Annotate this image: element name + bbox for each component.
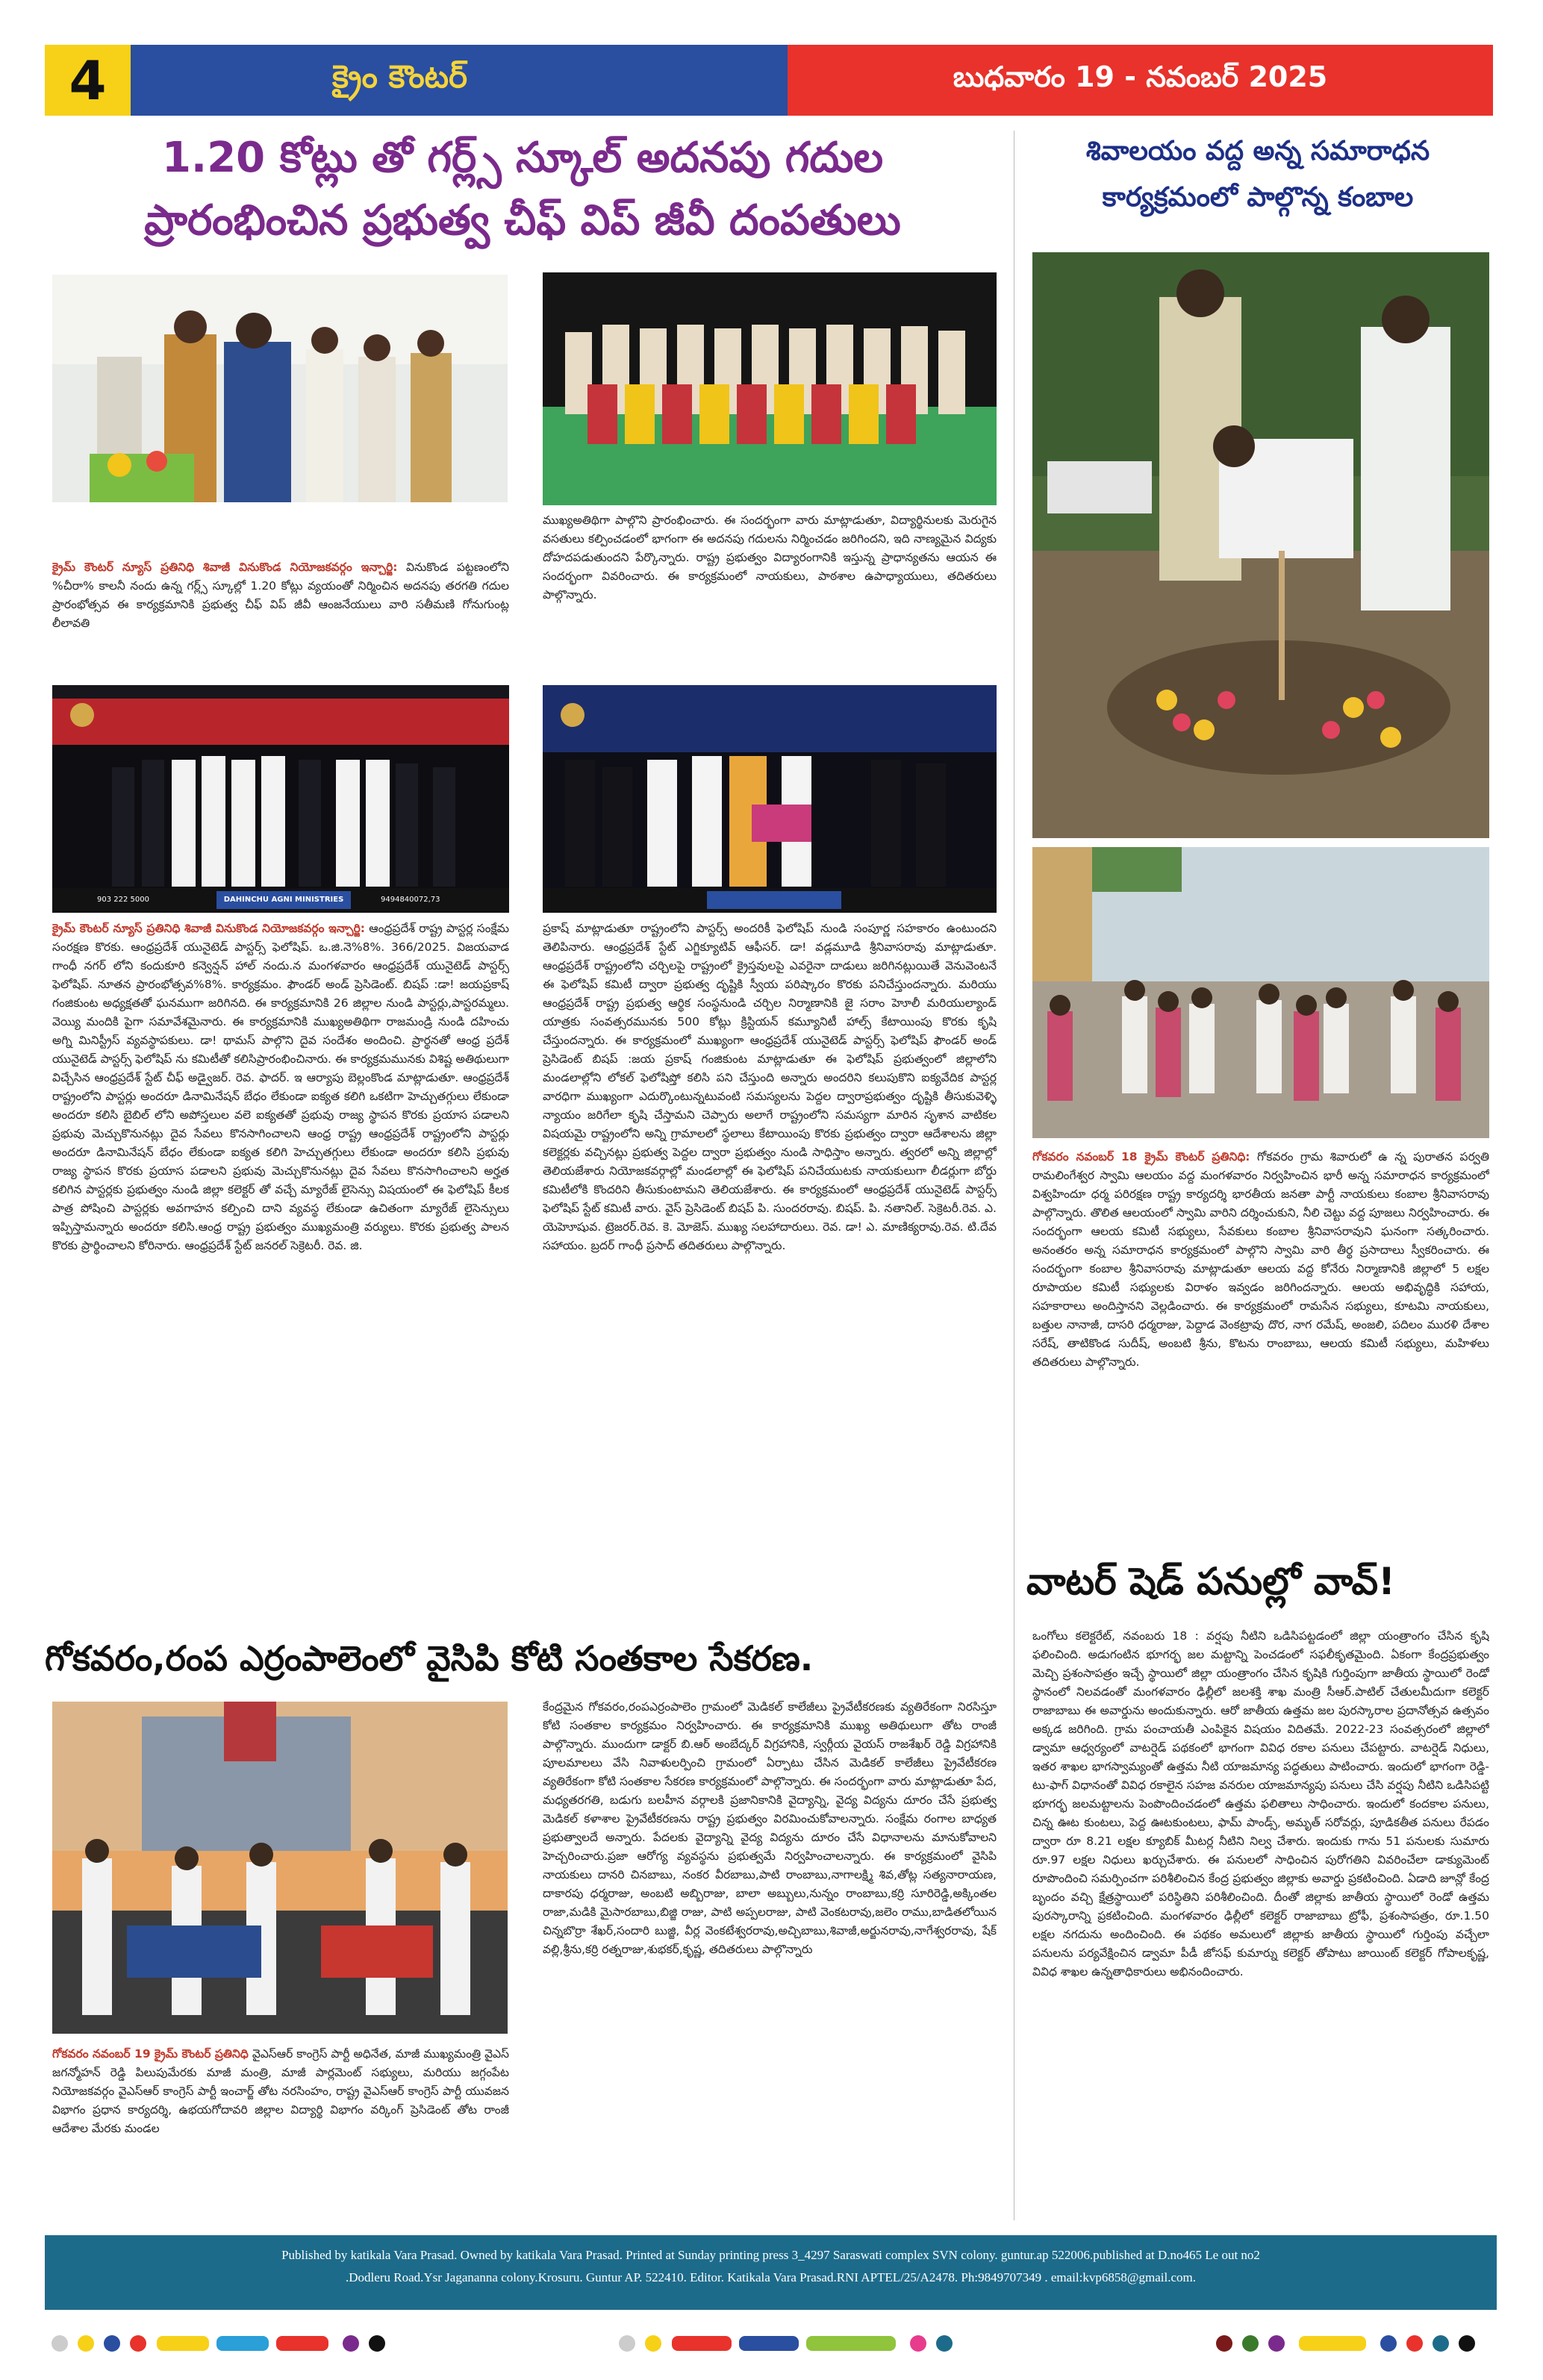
temple-story bbox=[1032, 1148, 1489, 1551]
temple-headline-line2: కార్యక్రమంలో పాల్గొన్న కంబాల bbox=[1102, 182, 1414, 213]
signature-campaign-photo bbox=[52, 1702, 508, 2034]
pastors-stage-photo bbox=[52, 685, 509, 913]
main-story-col1-text: వినుకొండ పట్టణంలోని %చీరా% కాలనీ నందు ఉన్న గర్ల్స్ స్కూల్లో 1.20 కోట్లు వ్యయంతో నిర్మించిన అదనపు తరగతి గదుల ప్రారంభోత్సవ ఈ కార్యక్రమానికి ప్రభుత్వ చీఫ్ విప్ జీవీ ఆంజనేయులు వారి సతీమణి గోనుగుంట్ల లీలావతి bbox=[52, 560, 509, 630]
print-registration-marks bbox=[45, 2334, 1497, 2352]
signature-story-col1 bbox=[52, 2045, 509, 2217]
issue-date: బుధవారం 19 - నవంబర్ 2025 bbox=[788, 45, 1493, 116]
temple-crowd-photo bbox=[1032, 847, 1489, 1138]
temple-story-lede: గోకవరం నవంబర్ 18 క్రైమ్ కౌంటర్ ప్రతినిధి: bbox=[1032, 1150, 1250, 1164]
temple-pooja-photo bbox=[1032, 252, 1489, 838]
main-headline-line1: 1.20 కోట్లు తో గర్ల్స్ స్కూల్ అదనపు గదుల bbox=[161, 134, 884, 182]
pastors-story-lede: క్రైమ్ కౌంటర్ న్యూస్ ప్రతినిధి శివాజీ వినుకొండ నియోజకవర్గం ఇన్చార్జి: bbox=[52, 922, 365, 935]
pastors-photo-phone-left: 903 222 5000 bbox=[97, 896, 149, 904]
pastors-photo-banner: DAHINCHU AGNI MINISTRIES bbox=[223, 896, 344, 904]
temple-headline bbox=[1023, 128, 1493, 221]
signature-story-col2: కేంద్రమైన గోకవరం,రంపఎర్రంపాలెం గ్రామంలో మెడికల్ కాలేజీలు ప్రైవేటీకరణకు వ్యతిరేకంగా నిరసిస్తూ కోటి సంతకాల కార్యక్రమం నిర్వహించారు. ఈ కార్యక్రమానికి ముఖ్య అతిథులుగా తోట రాంజీ పాల్గొన్నారు. ముందుగా డాక్టర్ బి.ఆర్ అంబేద్కర్ విగ్రహానికి, స్వర్గీయ వైయస్ రాజశేఖర్ రెడ్డి విగ్రహానికి పూలమాలలు వేసి నివాళులర్పించి గ్రామంలో ఏర్పాటు చేసిన మెడికల్ కాలేజీలు ప్రైవేటీకరణ వ్యతిరేకంగా కోటి సంతకాల సేకరణ కార్యక్రమంలో పాల్గొన్నారు. ఈ సందర్భంగా వారు మాట్లాడుతూ పేద, మధ్యతరగతి, బడుగు బలహీన వర్గాలకి ప్రజానికానికి వైద్యాన్ని, వైద్య విద్యను దూరం చేసే ప్రభుత్వ మెడికల్ కళాశాల ప్రైవేటీకరణను రాష్ట్ర ప్రభుత్వం విరమించుకోవాలన్నారు. సంక్షేమ రంగాల బాధ్యత ప్రభుత్వాలదే అన్నారు. పేదలకు వైద్యాన్ని వైద్య విద్యను దూరం చేసే విధానాలను మానుకోవాలని హెచ్చరించారు.ప్రజా ఆరోగ్య వ్యవస్థను ప్రభుత్వమే నిర్వహించాలన్నారు. ఈ కార్యక్రమంలో వైసిపి నాయకులు దానరి చినబాబు, నంకర వీరబాబు,పాటి రాంబాబు,నాగాలక్ష్మి శివ,తోట్ల సత్యనారాయణ, దాకారపు ధర్మరాజు, అంబటి అబ్బిరాజు, బాలా అబ్బులు,నున్నం రాంబాబు,కర్రి సూరిరెడ్డి,అక్కింతల రాజా,మడికి మైసారబాబు,బిజ్జి రాజు, పాటి అప్పలరాజు, పాటి వెంకటరావు,జలెం రాము,బాడితలోయిన చిన్నబొర్రా శేఖర్,సందారి బుజ్జి, వీర్ల వెంకటేశ్వరరావు,అచ్చిబాబు,శివాజీ,అర్జునరావు,నాగేశ్వరరావు, షేక్ వల్లి,శ్రీను,కర్రి రత్నరాజు,శుభకర్,కృష్ణ, తదితరులు పాల్గొన్నారు bbox=[543, 1700, 997, 1956]
pastors-story-col1-text: ఆంధ్రప్రదేశ్ రాష్ట్ర పాస్టర్ల సంక్షేమ సంరక్షణ కొరకు. ఆంధ్రప్రదేశ్ యునైటెడ్ పాస్టర్స్ ఫెలోషిప్. ఒ.జి.నె%8%. 366/2025. విజయవాడ గాంధీ నగర్ లోని కందుకూరి కన్వెన్షన్ హాల్ నందు.న మంగళవారం ఆంధ్రప్రదేశ్ యునైటెడ్ పాస్టర్స్ ఫెలోషిప్. నూతన ప్రారంభోత్సవ%8%. కార్యక్రమం. ఫౌండర్ అండ్ ప్రెసిడెంట్. బిషప్ :డా! జయప్రకాష్ గంజికుంట అధ్యక్షతతో ఘనముగా జరిగినది. ఈ కార్యక్రమానికి 26 జిల్లాల నుండి పాస్టర్లు,పాస్టరమ్మలు. వెయ్యి మందికి పైగా సమావేశమైనారు. ఈ కార్యక్రమానికి ముఖ్యఅతిథిగా రాజమండ్రి నుండి దహించు అగ్ని మినిస్ట్రీస్ వ్యవస్థాపకులు. డా! థామస్ పాల్గొని దైవ సందేశం అందించి. ప్రార్థనతో ఆంధ్ర ప్రదేశ్ యునైటెడ్ పాస్టర్స్ ఫెలోషిప్ ను కమిటీతో కలిసిప్రారంభించినారు. ఈ కార్యక్రమమునకు విశిష్ట అతిథులుగా విచ్చేసిన ఆంధ్రప్రదేశ్ స్టేట్ చీఫ్ అడ్వైజర్. రెవ. ఫాదర్. ఇ ఆర్యాపు బెల్లంకొండ మాట్లాడుతూ. ఆంధ్రప్రదేశ్ రాష్ట్రంలోని పాస్టర్లు అందరూ డినామినేషన్ బేధం లేకుండా ఐక్యత కలిగి ఒకటిగా హెచ్చుతగ్గులు లేకుండా అందరూ కలిసి బైబిల్ లోని అపోస్తలుల వలె ఐక్యతతో ప్రభువు రాజ్య స్థాపన కొరకు ప్రయాస పడాలని ప్రభువు మెచ్చుకొనునట్లు దైవ సేవలు కొనసాగించాలని ఆంధ్ర రాష్ట్ర ఆంధ్రప్రదేశ్ రాష్ట్రంలోని పాస్టర్లు అందరూ డినామినేషన్ బేధం లేకుండా ఐక్యత కలిగి హెచ్చుతగ్గులు లేకుండా అందరూ కలిసి ప్రభువు రాజ్య స్థాపన కొరకు ప్రయాస పడాలని ప్రభువు మెచ్చుకొనునట్లు దైవ సేవలు కొనసాగించాలని అర్హత కలిగిన పాస్టర్లకు ప్రభుత్వం నుండి జిల్లా కలెక్టర్ తో వచ్చే మ్యారేజ్ లైసెన్సు విషయంలో ఈ ఫెలోషిప్ కీలక పాత్ర పోషించి పాస్టర్లకు అవగాహన కల్పించి దాని వ్యవస్థ లేకుండా ఉచితంగా మ్యారేజ్ లైసెన్సులు ఇప్పిస్తామన్నారు అందరూ కలిసి.ఆంధ్ర రాష్ట్ర ప్రభుత్వం ముఖ్యమంత్రి వర్యులు. కొరకు ప్రభుత్వ పాలన కొరకు ప్రార్థించాలని కోరినారు. ఆంధ్రప్రదేశ్ స్టేట్ జనరల్ సెక్రెటరీ. రెవ. జి. bbox=[52, 922, 509, 1252]
watershed-headline: వాటర్ షెడ్ పనుల్లో వావ్! bbox=[1026, 1560, 1395, 1603]
signature-headline: గోకవరం,రంప ఎర్రంపాలెంలో వైసిపి కోటి సంతకాల సేకరణ. bbox=[45, 1638, 814, 1678]
group-photo bbox=[543, 272, 997, 505]
pastors-story-col2: ప్రకాష్ మాట్లాడుతూ రాష్ట్రంలోని పాస్టర్స్ అందరికీ ఫెలోషిప్ నుండి సంపూర్ణ సహకారం ఉంటుందని తెలిపినారు. ఆంధ్రప్రదేశ్ స్టేట్ ఎగ్జిక్యూటివ్ ఆఫీసర్. డా! వడ్లమూడి శ్రీనివాసరావు మాట్లాడుతూ. ఆంధ్రప్రదేశ్ రాష్ట్రంలోని చర్చిలపై రాష్ట్రంలో క్రైస్తవులపై ఎవరైనా దాడులు జరిగినట్లుయితే వెనువెంటనే ఈ ఫెలోషిప్ కమిటీ ద్వారా ప్రభుత్వ దృష్టికి స్వీయ పరిష్కారం కొరకు పనిచేస్తుందన్నారు. మరియు ఆంధ్రప్రదేశ్ రాష్ట్ర ప్రభుత్వ ఆర్థిక సంస్థనుండి చర్చిల నిర్మాణానికి జై సరాం హెూలీ మరియుల్యాండ్ యాత్రకు సంవత్సరమునకు 500 కోట్లు క్రిస్టియన్ కమ్యూనిటీ హాల్స్ కేటాయింపు కొరకు కృషి చేస్తుందన్నారు. ఈ కార్యక్రమంలో ముఖ్యంగా ఆంధ్రప్రదేశ్ యునైటెడ్ పాస్టర్స్ ఫెలోషిప్ ఫౌండర్ అండ్ ప్రెసిడెంట్ బిషప్ :జయ ప్రకాష్ గంజికుంట మాట్లాడుతూ ఈ ఫెలోషిప్ ప్రభుత్వంలో జిల్లాలోని మండలాల్లోని లోకల్ ఫెలోషిప్తో కలిసి పని చేస్తుంది అన్నారు అందరిని కలుపుకొని ఐక్యవేదిక పాస్టర్ల వారధిగా ముఖ్యంగా ఎదుర్కొంటున్నటువంటి సమస్యలను పెద్దల ద్వారాప్రభుత్వం దృష్టికి తీసుకువెళ్ళి న్యాయం జరిగేలా కృషి చేస్తామని చెప్పారు అలాగే రాష్ట్రంలోని సమస్యగా మారిన సృశాన వాటికల విషయమై రాష్ట్రంలోని అన్ని గ్రామాలలో స్థలాలు కేటాయింపు కొరకు ప్రభుత్వం ద్వారా ఆదేశాలను జిల్లా కలెక్టర్లకు వచ్చినట్లు ప్రభుత్వ పెద్దల ద్వారా ప్రభుత్వం నుండి సాధిస్తాం అన్నారు. త్వరలో అన్ని జిల్లాల్లో తెలియజేశారు నియోజకవర్గాల్లో మండలాల్లో ఈ ఫెలోషిప్ పనిచేయుటకు నాయకులుగా లీడర్లుగా బోర్డు కమిటీలోకి కొందరిని తీసుకుంటామని తెలియజేశారు. ఈ కార్యక్రమంలో ఆంధ్రప్రదేశ్ యునైటెడ్ పాస్టర్స్ ఫెలోషిప్ స్టేట్ కమిటీ వారు. వైస్ ప్రెసిడెంట్ బిషప్ పి. సుందరరావు. బిషప్. పి. నతానిల్. సెక్రెటరీ.రెవ. ఎ. యెహెూషువ. ట్రెజరర్.రెవ. కె. మోజెస్. ముఖ్య సలహాదారులు. రెవ. డా! ఎ. మాణిక్యరావు.రెవ. టి.దేవ సహాయం. బ్రదర్ గాంధీ ప్రసాద్ తదితరులు పాల్గొన్నారు. bbox=[543, 922, 997, 1252]
main-headline-line2: ప్రారంభించిన ప్రభుత్వ చీఫ్ విప్ జీవీ దంపతులు bbox=[144, 196, 901, 245]
publication-name: క్రైం కౌంటర్ bbox=[131, 45, 788, 116]
signature-story-lede: గోకవరం నవంబర్ 19 క్రైమ్ కౌంటర్ ప్రతినిధి bbox=[52, 2047, 249, 2061]
temple-headline-line1: శివాలయం వద్ద అన్న సమారాధన bbox=[1085, 136, 1430, 166]
signature-story-col1-text: వైఎస్ఆర్ కాంగ్రెస్ పార్టీ అధినేత, మాజీ ముఖ్యమంత్రి వైఎస్ జగన్మోహన్ రెడ్డి పిలుపుమేరకు మాజీ మంత్రి, మాజీ పార్లమెంట్ సభ్యులు, మరియు జగ్గంపేట నియోజకవర్గం వైఎస్ఆర్ కాంగ్రెస్ పార్టీ ఇంచార్జ్ తోట నరసింహం, రాష్ట్ర వైఎస్ఆర్ కాంగ్రెస్ పార్టీ యువజన విభాగం ప్రధాన కార్యదర్శి, ఉభయగోదావరి జిల్లాల విద్యార్థి విభాగం వర్కింగ్ ప్రెసిడెంట్ తోట రాంజీ ఆదేశాల మేరకు మండల bbox=[52, 2047, 509, 2135]
pastors-story-col1 bbox=[52, 919, 509, 1322]
temple-story-text: గోకవరం గ్రామ శివారులో ఉ న్న పురాతన పర్వతి రామలింగేశ్వర స్వామి ఆలయం వద్ద మంగళవారం నిర్వహించిన భారీ అన్న సమారాధన కార్యక్రమంలో విశ్వహిందూ ధర్మ పరిరక్షణ రాష్ట్ర కార్యదర్శి భారతీయ జనతా పార్టీ నాయకులు కంబాల శ్రీనివాసరావు పాల్గొన్నారు. తొలిత ఆలయంలో స్వామి వారిని దర్శించుకుని, నీలి చెట్టు వద్ద పూజలు నిర్వహించారు. ఈ సందర్భంగా ఆలయ కమిటీ సభ్యులు, సేవకులు కంబాల శ్రీనివాసరావుని ఘనంగా సత్కరించారు. అనంతరం అన్న సమారాధన కార్యక్రమంలో పాల్గొని స్వామి వారి తీర్థ ప్రసాదాలు స్వీకరించారు. ఈ సందర్భంగా కంబాల శ్రీనివాసరావు మాట్లాడుతూ ఆలయ వద్ద కోనేరు నిర్మాణానికి జిల్లాలో 5 లక్షల రూపాయల కమిటీ సభ్యులకు విరాళం ఇవ్వడం జరిగిందన్నారు. ఆలయ అభివృద్ధికి సహాయ, సహకారాలు అందిస్తానని వెల్లడించారు. ఈ కార్యక్రమంలో రామసేన సభ్యులు, కూటమి నాయకులు, బత్తుల నానాజీ, దాసరి ధర్మరాజు, పెద్దాడ వెంకట్రావు దొర, నాగ రమేష్, అంజలి, పదిలం మురళి దేశాల సరేష్, తాటికొండ సుదీష్, అంబటి శ్రీను, కొటను రాంబాబు, ఆలయ కమిటీ సభ్యులు, మహిళలు తదితరులు పాల్గొన్నారు. bbox=[1032, 1150, 1489, 1369]
pastors-photo-phone-right: 9494840072,73 bbox=[381, 896, 440, 904]
imprint-line1: Published by katikala Vara Prasad. Owned by katikala Vara Prasad. Printed at Sunday printing press 3_4297 Saraswati complex SVN colony. guntur.ap 522006.published at D.no465 Le out no2 bbox=[281, 2248, 1260, 2262]
main-story-col1 bbox=[52, 558, 509, 670]
main-headline bbox=[49, 127, 997, 252]
main-story-col2: ముఖ్యఅతిథిగా పాల్గొని ప్రారంభించారు. ఈ సందర్భంగా వారు మాట్లాడుతూ, విద్యార్థినులకు మెరుగైన వసతులు కల్పించడంలో భాగంగా ఈ అదనపు గదులను నిర్మించడం జరిగిందని, ఇది నాణ్యమైన విద్యకు దోహదపడుతుందని పేర్కొన్నారు. రాష్ట్ర ప్రభుత్వం విద్యారంగానికి ఇస్తున్న ప్రాధాన్యతను ఆయన ఈ సందర్భంగా వివరించారు. ఈ కార్యక్రమంలో నాయకులు, పాఠశాల ఉపాధ్యాయులు, తదితరులు పాల్గొన్నారు. bbox=[543, 513, 997, 602]
school-opening-photo bbox=[52, 275, 508, 502]
imprint-footer bbox=[45, 2235, 1497, 2310]
pastors-award-photo bbox=[543, 685, 997, 913]
main-story-lede: క్రైమ్ కౌంటర్ న్యూస్ ప్రతినిధి శివాజీ వినుకొండ నియోజకవర్గం ఇన్చార్జి: bbox=[52, 560, 398, 574]
watershed-story: ఒంగోలు కలెక్టరేట్, నవంబరు 18 : వర్షపు నీటిని ఒడిసిపట్టడంలో జిల్లా యంత్రాంగం చేసిన కృషి ఫలించింది. అడుగంటిన భూగర్భ జల మట్టాన్ని పెంచడంలో సఫలీకృతమైంది. ఏకంగా కేంద్రప్రభుత్వం మెచ్చి ప్రశంసాపత్రం ఇచ్చే స్థాయిలో జిల్లా యంత్రాంగం చేసిన కృషికి గుర్తింపుగా జాతీయ స్థాయిలో రెండో స్థానంలో నిలవడంతో మంగళవారం ఢిల్లీలో జలశక్తి శాఖ మంత్రి సీఆర్.పాటిల్ చేతులమీదుగా కలెక్టర్ రాజాబాబు ఈ అవార్డును అందుకున్నారు. ఆరో జాతీయ ఉత్తమ జల పురస్కారాల ప్రదానోత్సవ ఉత్సవం అక్కడ జరిగింది. గ్రామ పంచాయతీ ఎంపికైన విషయం విదితమే. 2022-23 సంవత్సరంలో జిల్లాలో డ్వామా ఆధ్వర్యంలో వాటర్షెడ్ పథకంలో భాగంగా వివిధ రకాల పనులు చేపట్టారు. వాటర్షెడ్ నిధులు, ఇతర శాఖల భాగస్వామ్యంతో ఉత్తమ నీటి యాజమాన్య పద్ధతులు పాటించారు. ఇందులో భాగంగా రెడ్డి-టు-ఫాగ్ విధానంతో వివిధ రకాలైన సహజ వనరుల యాజమాన్యపు పనులు చేసి వర్షపు నీటిని ఒడిసిపట్టి భూగర్భ జలమట్టాలను పెంపొందించడంలో ఉత్తమ ఫలితాలు సాధించారు. ఇందులో కందకాల పనులు, చిన్న ఊట కుంటలు, పెద్ద ఊటకుంటలు, ఫామ్ పాండ్స్, అమృత్ సరోవర్లు, పూడికతీత పనులు రేపడం ద్వారా రూ 8.21 లక్షల క్యూబిక్ మీటర్ల నీటిని నిల్వ చేశారు. ఇందుకు గాను 51 పనులకు సుమారు రూ.97 లక్షల నిధులు ఖర్చుచేశారు. ఈ పనులలో సాధించిన పురోగతిని వివరించేలా డాక్యుమెంట్ రూపొందించి సమర్పించగా పరిశీలించిన కేంద్ర ప్రభుత్వం జిల్లాకు అవార్డు ప్రకటించింది. ఏడాది జూన్లో కేంద్ర బృందం వచ్చి క్షేత్రస్థాయిలో పరిస్థితిని పరిశీలించింది. దీంతో జిల్లాకు జాతీయ స్థాయిలో రెండో ఉత్తమ పురస్కారాన్ని ప్రకటించింది. మంగళవారం ఢిల్లీలో కలెక్టర్ రాజాబాబు ట్రోఫీ, ప్రశంసాపత్రం, రూ.1.50 లక్షల నగదును అందించింది. ఈ పథకం అమలులో జిల్లాకు జాతీయ స్థాయిలో గుర్తింపు వచ్చేలా పనులను పర్యవేక్షించిన డ్వామా పీడీ జోసఫ్ కుమార్ను కలెక్టర్ తోపాటు జాయింట్ కలెక్టర్ గోపాలకృష్ణ, వివిధ శాఖల ఉన్నతాధికారులు అభినందించారు. bbox=[1032, 1629, 1489, 1978]
imprint-line2: .Dodleru Road.Ysr Jagananna colony.Krosuru. Guntur AP. 522410. Editor. Katikala Vara Prasad.RNI APTEL/25/A2478. Ph:9849707349 . email:kvp6858@gmail.com. bbox=[346, 2270, 1196, 2284]
page-number: 4 bbox=[45, 45, 131, 116]
